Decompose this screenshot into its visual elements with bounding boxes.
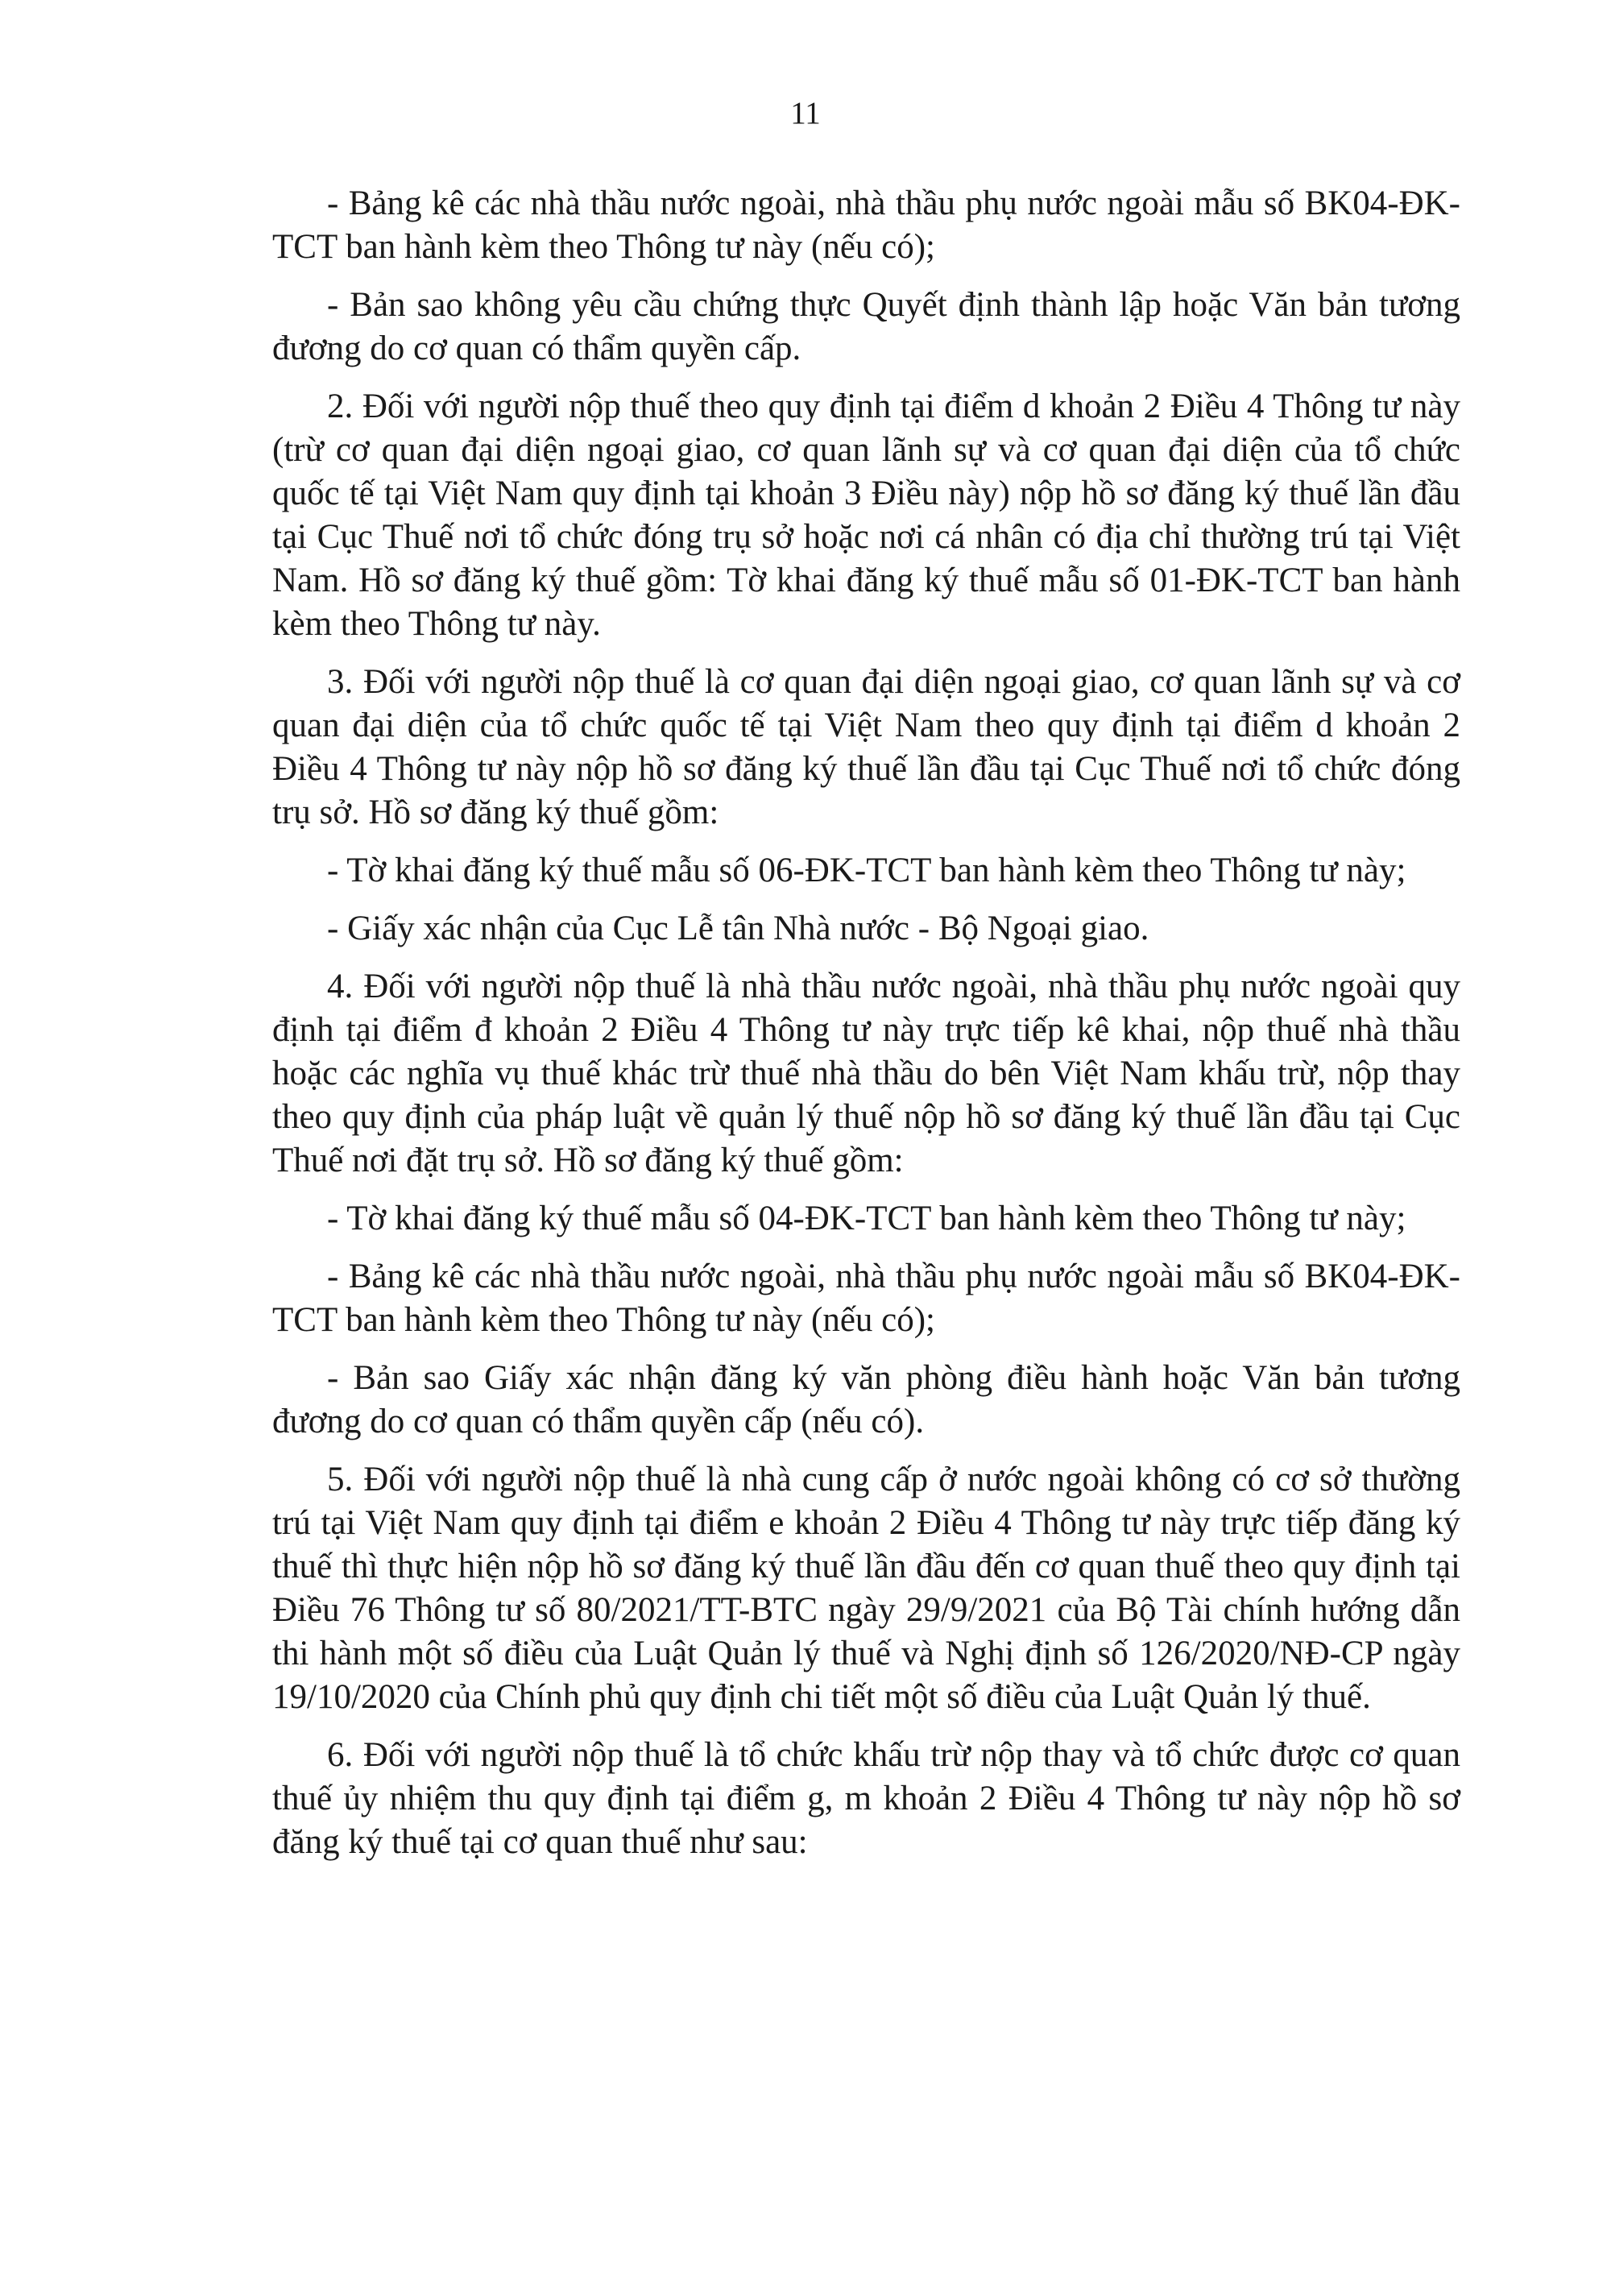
page-number: 11 bbox=[790, 96, 821, 131]
paragraph: 2. Đối với người nộp thuế theo quy định tại điểm d khoản 2 Điều 4 Thông tư này (trừ cơ quan đại diện ngoại giao, cơ quan lãnh sự và cơ quan đại diện của tổ chức quốc tế tại Việt Nam quy định tại khoản 3 Điều này) nộp hồ sơ đăng ký thuế lần đầu tại Cục Thuế nơi tổ chức đóng trụ sở hoặc nơi cá nhân có địa chỉ thường trú tại Việt Nam. Hồ sơ đăng ký thuế gồm: Tờ khai đăng ký thuế mẫu số 01-ĐK-TCT ban hành kèm theo Thông tư này. bbox=[272, 388, 1460, 643]
paragraph: 5. Đối với người nộp thuế là nhà cung cấp ở nước ngoài không có cơ sở thường trú tại Việt Nam quy định tại điểm e khoản 2 Điều 4 Thông tư này trực tiếp đăng ký thuế thì thực hiện nộp hồ sơ đăng ký thuế lần đầu đến cơ quan thuế theo quy định tại Điều 76 Thông tư số 80/2021/TT-BTC ngày 29/9/2021 của Bộ Tài chính hướng dẫn thi hành một số điều của Luật Quản lý thuế và Nghị định số 126/2020/NĐ-CP ngày 19/10/2020 của Chính phủ quy định chi tiết một số điều của Luật Quản lý thuế. bbox=[272, 1461, 1460, 1716]
paragraph: - Giấy xác nhận của Cục Lễ tân Nhà nước - Bộ Ngoại giao. bbox=[327, 910, 1149, 947]
paragraph: - Bản sao Giấy xác nhận đăng ký văn phòng điều hành hoặc Văn bản tương đương do cơ quan có thẩm quyền cấp (nếu có). bbox=[272, 1359, 1460, 1440]
paragraph: 6. Đối với người nộp thuế là tổ chức khấu trừ nộp thay và tổ chức được cơ quan thuế ủy nhiệm thu quy định tại điểm g, m khoản 2 Điều 4 Thông tư này nộp hồ sơ đăng ký thuế tại cơ quan thuế như sau: bbox=[272, 1736, 1460, 1861]
paragraph: - Bảng kê các nhà thầu nước ngoài, nhà thầu phụ nước ngoài mẫu số BK04-ĐK-TCT ban hành kèm theo Thông tư này (nếu có); bbox=[272, 1258, 1460, 1339]
paragraph: 3. Đối với người nộp thuế là cơ quan đại diện ngoại giao, cơ quan lãnh sự và cơ quan đại diện của tổ chức quốc tế tại Việt Nam theo quy định tại điểm d khoản 2 Điều 4 Thông tư này nộp hồ sơ đăng ký thuế lần đầu tại Cục Thuế nơi tổ chức đóng trụ sở. Hồ sơ đăng ký thuế gồm: bbox=[272, 663, 1460, 831]
paragraph: 4. Đối với người nộp thuế là nhà thầu nước ngoài, nhà thầu phụ nước ngoài quy định tại điểm đ khoản 2 Điều 4 Thông tư này trực tiếp kê khai, nộp thuế nhà thầu hoặc các nghĩa vụ thuế khác trừ thuế nhà thầu do bên Việt Nam khấu trừ, nộp thay theo quy định của pháp luật về quản lý thuế nộp hồ sơ đăng ký thuế lần đầu tại Cục Thuế nơi đặt trụ sở. Hồ sơ đăng ký thuế gồm: bbox=[272, 968, 1460, 1179]
paragraph: - Bản sao không yêu cầu chứng thực Quyết định thành lập hoặc Văn bản tương đương do cơ quan có thẩm quyền cấp. bbox=[272, 286, 1460, 367]
paragraph: - Bảng kê các nhà thầu nước ngoài, nhà thầu phụ nước ngoài mẫu số BK04-ĐK-TCT ban hành kèm theo Thông tư này (nếu có); bbox=[272, 184, 1460, 266]
paragraph: - Tờ khai đăng ký thuế mẫu số 04-ĐK-TCT ban hành kèm theo Thông tư này; bbox=[327, 1200, 1406, 1237]
document-body bbox=[272, 182, 1460, 1879]
paragraph: - Tờ khai đăng ký thuế mẫu số 06-ĐK-TCT ban hành kèm theo Thông tư này; bbox=[327, 852, 1406, 889]
